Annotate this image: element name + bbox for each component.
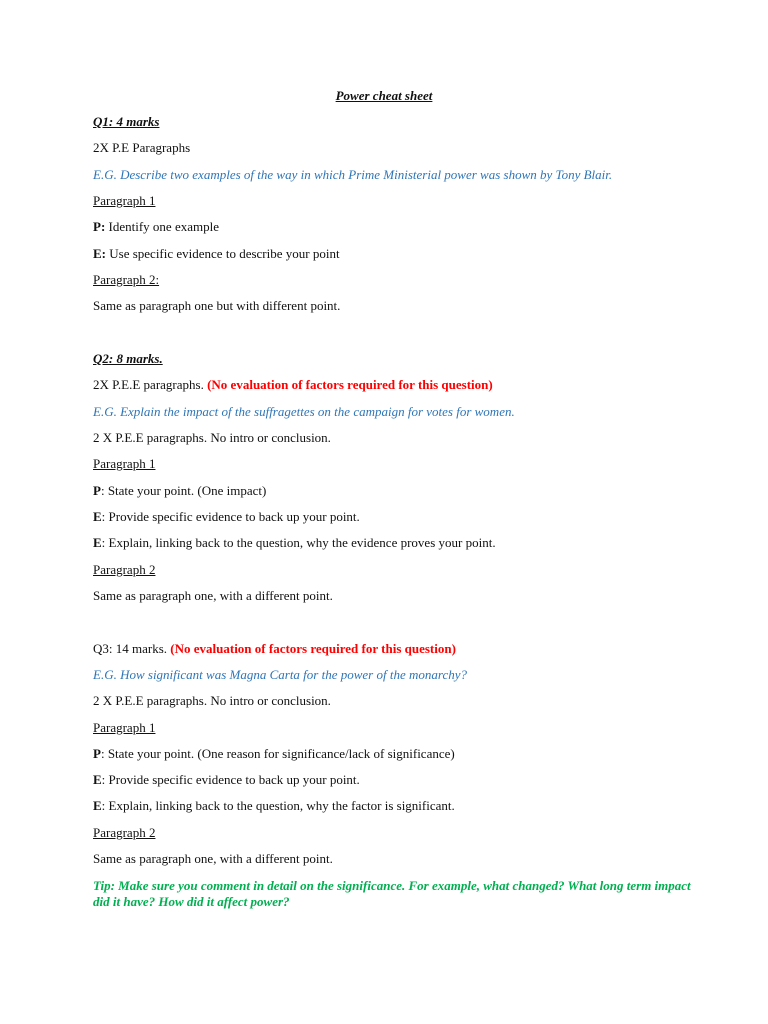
q3-evidence-line xyxy=(93,772,360,788)
q2-paragraph2-text: Same as paragraph one, with a different point. xyxy=(93,588,333,603)
q2-warning: (No evaluation of factors required for this question) xyxy=(207,377,493,392)
q3-point-key: P xyxy=(93,746,101,761)
q3-evidence-text: : Provide specific evidence to back up your point. xyxy=(101,772,360,787)
q2-point-text: : State your point. (One impact) xyxy=(100,483,267,498)
q2-format: 2X P.E.E paragraphs. xyxy=(93,377,204,392)
q3-explain-text: : Explain, linking back to the question, why the factor is significant. xyxy=(101,798,455,813)
q3-warning: (No evaluation of factors required for this question) xyxy=(170,641,456,656)
q1-point-key: P: xyxy=(93,219,106,234)
q3-heading-line xyxy=(93,641,456,657)
q3-tip: Tip: Make sure you comment in detail on the significance. For example, what changed? What long term impact did it have? How did it affect power? xyxy=(93,878,691,909)
q3-heading: Q3: 14 marks. xyxy=(93,641,168,656)
q3-paragraph2-text: Same as paragraph one, with a different point. xyxy=(93,851,333,866)
page-title: Power cheat sheet xyxy=(335,88,433,103)
q1-paragraph2-label: Paragraph 2: xyxy=(93,272,160,287)
q1-evidence-text: Use specific evidence to describe your point xyxy=(106,246,340,261)
q2-heading: Q2: 8 marks. xyxy=(93,351,163,366)
q3-point-line xyxy=(93,746,455,762)
q2-paragraph1-label: Paragraph 1 xyxy=(93,456,156,471)
q2-explain-line xyxy=(93,535,496,551)
q1-paragraph1-label: Paragraph 1 xyxy=(93,193,156,208)
q2-evidence-line xyxy=(93,509,360,525)
q1-point-text: Identify one example xyxy=(105,219,219,234)
q1-format: 2X P.E Paragraphs xyxy=(93,140,191,155)
q1-example: E.G. Describe two examples of the way in which Prime Ministerial power was shown by Tony Blair. xyxy=(93,167,613,182)
q3-structure: 2 X P.E.E paragraphs. No intro or conclusion. xyxy=(93,693,331,708)
q2-point-key: P xyxy=(93,483,101,498)
q3-paragraph2-label: Paragraph 2 xyxy=(93,825,156,840)
q2-example: E.G. Explain the impact of the suffragettes on the campaign for votes for women. xyxy=(93,404,515,419)
q3-explain-key: E xyxy=(93,798,102,813)
q3-point-text: : State your point. (One reason for significance/lack of significance) xyxy=(100,746,455,761)
q2-format-line xyxy=(93,377,493,393)
q2-paragraph2-label: Paragraph 2 xyxy=(93,562,156,577)
q3-explain-line xyxy=(93,798,455,814)
q2-structure: 2 X P.E.E paragraphs. No intro or conclusion. xyxy=(93,430,331,445)
q3-example: E.G. How significant was Magna Carta for the power of the monarchy? xyxy=(93,667,467,682)
q2-explain-text: : Explain, linking back to the question, why the evidence proves your point. xyxy=(101,535,496,550)
q3-paragraph1-label: Paragraph 1 xyxy=(93,720,156,735)
q2-evidence-key: E xyxy=(93,509,102,524)
q1-heading: Q1: 4 marks xyxy=(93,114,160,129)
q2-evidence-text: : Provide specific evidence to back up your point. xyxy=(101,509,360,524)
q1-evidence-key: E: xyxy=(93,246,106,261)
q1-evidence-line xyxy=(93,246,340,262)
q1-point-line xyxy=(93,219,219,235)
q1-paragraph2-text: Same as paragraph one but with different point. xyxy=(93,298,341,313)
q2-point-line xyxy=(93,483,266,499)
q3-evidence-key: E xyxy=(93,772,102,787)
q2-explain-key: E xyxy=(93,535,102,550)
